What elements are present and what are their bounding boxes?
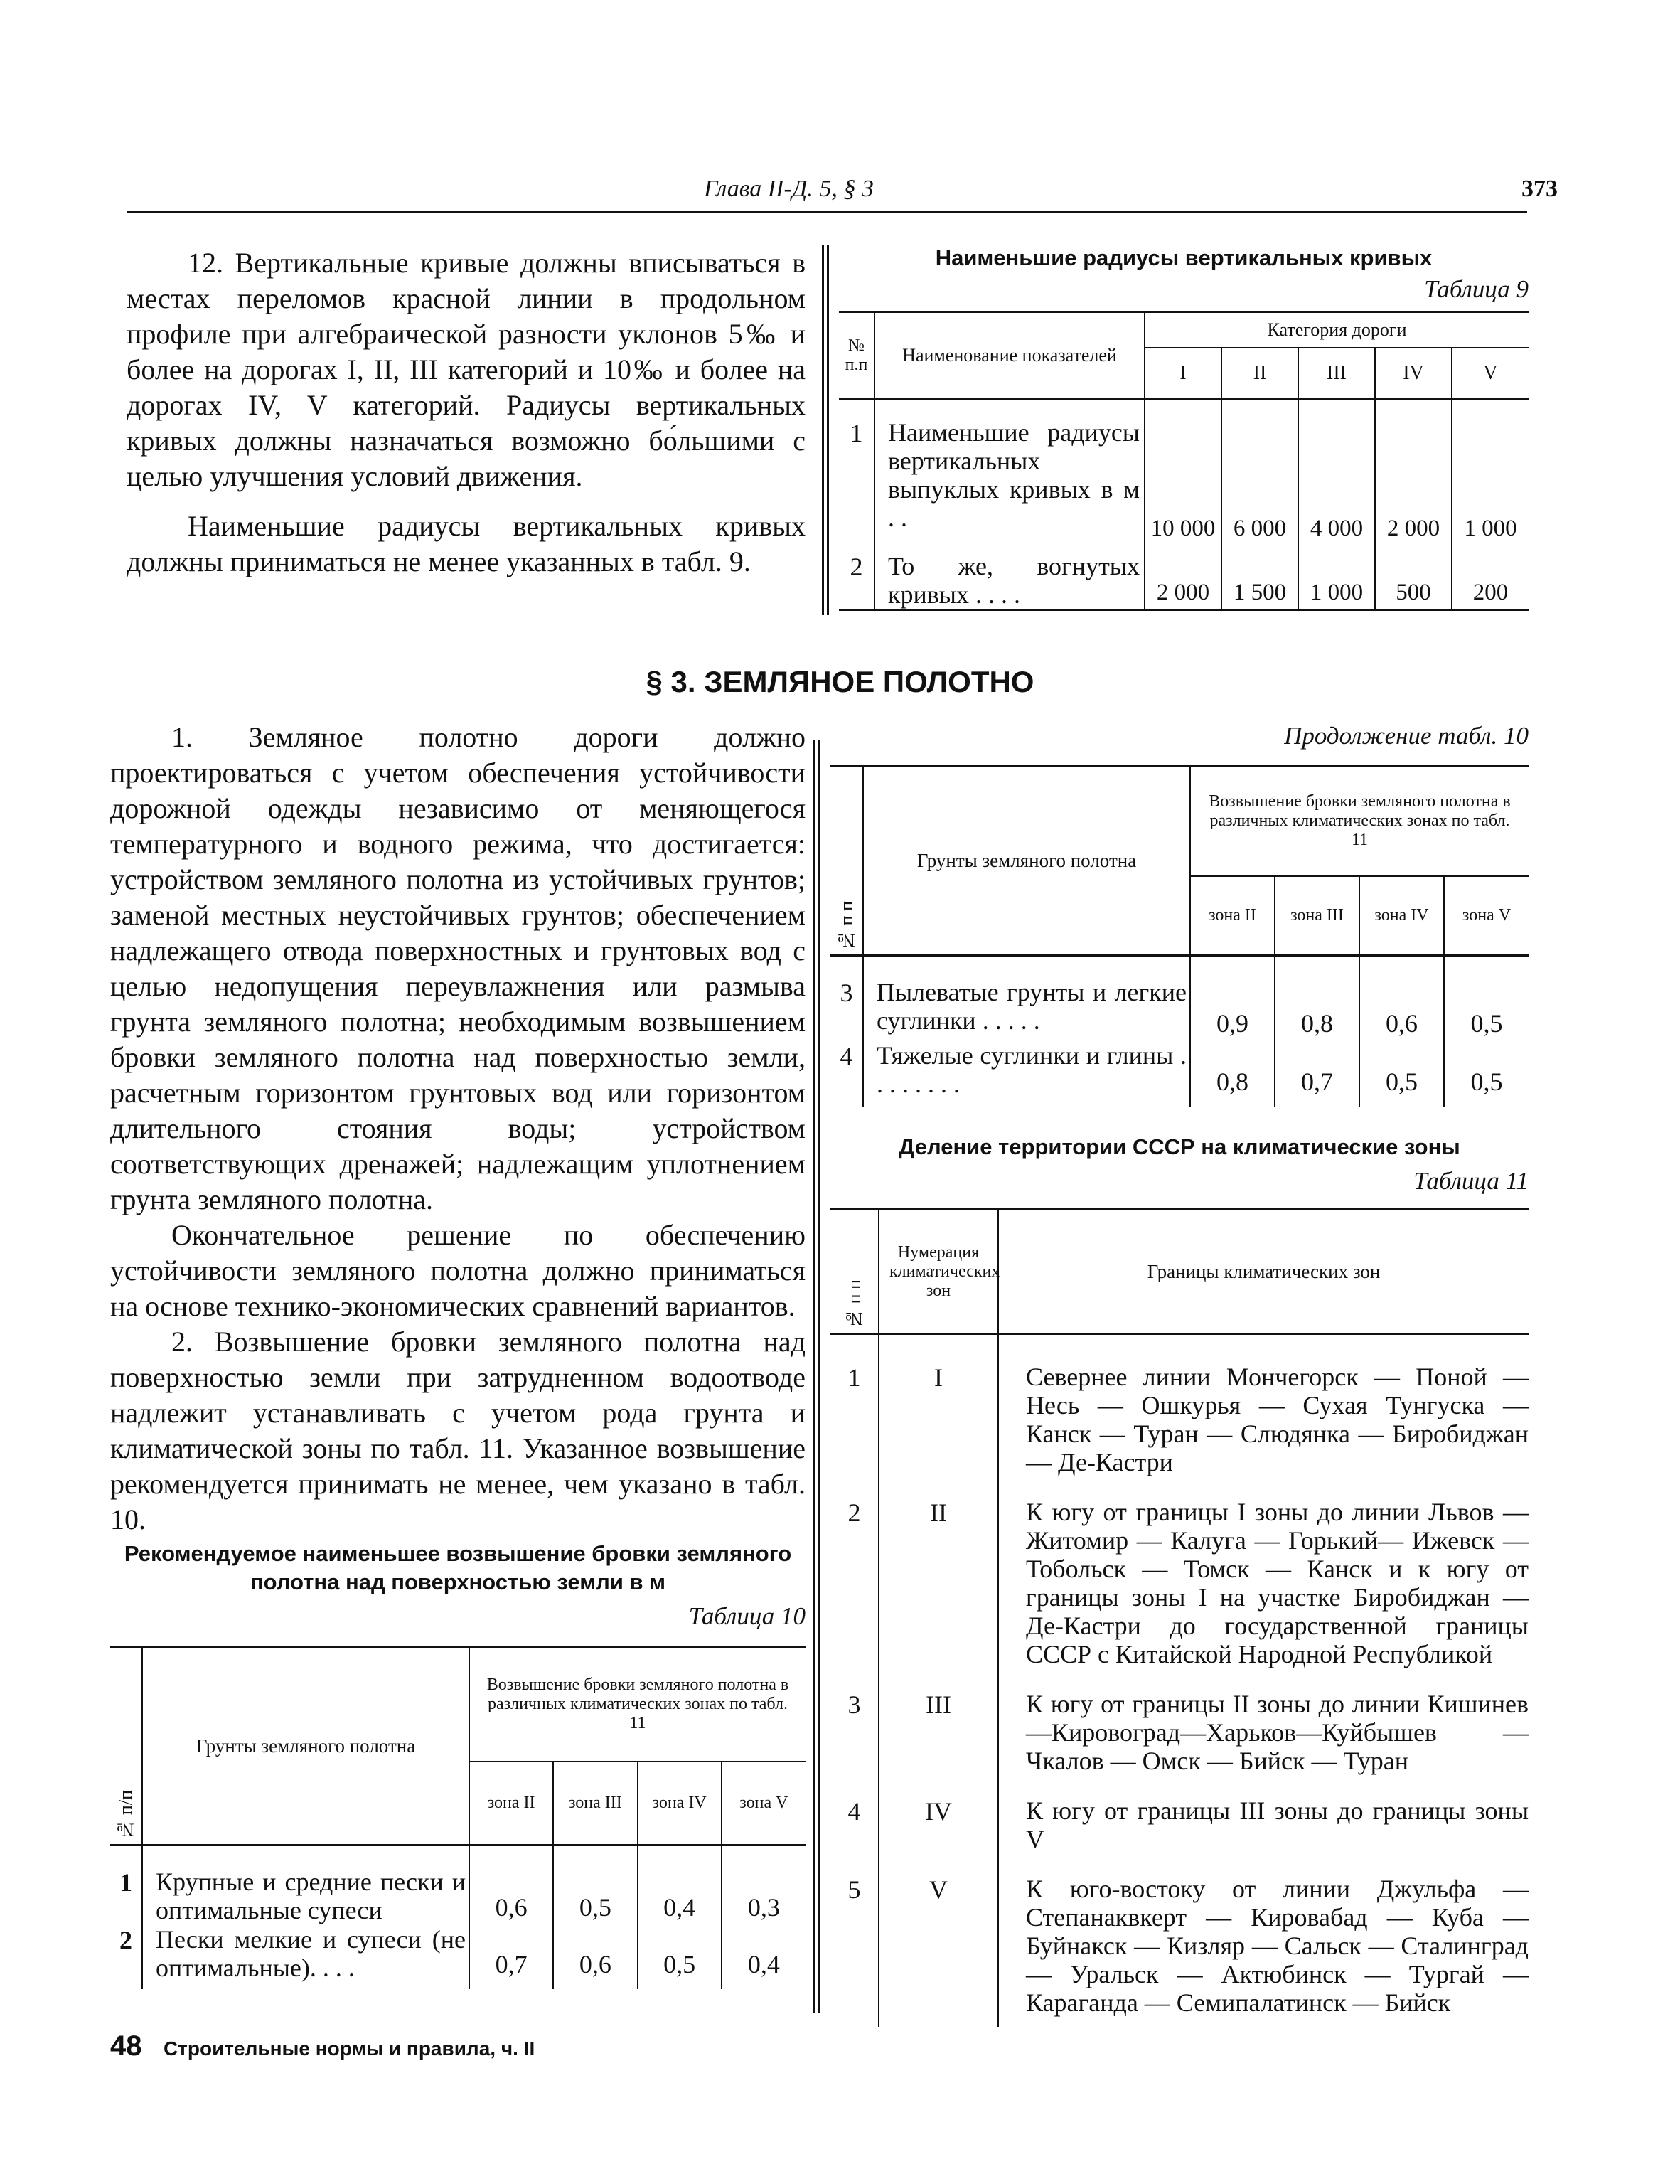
table-10-cont-row-4-v2: 0,7 [1275,1041,1359,1107]
table-row [830,1875,1529,2027]
table-10-cont-row-4-v1: 0,8 [1190,1041,1275,1107]
table-9-col-no: № п.п [839,312,874,399]
table-11-col-bounds: Границы климатических зон [998,1210,1529,1334]
table-row [830,1363,1529,1498]
table-11-row-5-no: 5 [830,1875,879,2027]
table-9-label: Таблица 9 [1424,275,1529,303]
table-11-col-no [830,1210,879,1334]
table-9-title: Наименьшие радиусы вертикальных кривых [935,245,1433,270]
table-9-row-1-name: Наименьшие радиусы вертикальных выпуклых кривых в м . . [874,399,1145,552]
table-10-row-2-v2: 0,6 [553,1925,637,1989]
table-10-col-no [110,1648,142,1845]
table-row [110,1925,806,1989]
table-10-row-2-v3: 0,5 [638,1925,722,1989]
table-11-row-4-no: 4 [830,1796,879,1875]
page-number: 373 [1521,176,1558,202]
table-11-row-4-text: К югу от границы III зоны до границы зоны V [1026,1796,1529,1853]
table-10-row-1-no: 1 [110,1845,142,1925]
table-10-cont-col-no-label: № п п [835,901,857,951]
column-separator-main [813,740,815,2013]
table-row [839,399,1529,552]
table-9-cat-2: II [1221,348,1298,399]
table-row [830,1690,1529,1796]
table-10-cont-col-group: Возвышение бровки земляного полотна в различных климатических зонах по табл. 11 [1190,766,1529,876]
table-row [830,1498,1529,1690]
table-11-row-2-no: 2 [830,1498,879,1690]
table-11-label: Таблица 11 [1413,1167,1529,1195]
table-9-cat-3: III [1298,348,1375,399]
table-10-zone-4: зона IV [638,1762,722,1845]
table-9-row-1-v4: 2 000 [1375,399,1452,552]
table-10-cont [830,765,1529,1107]
table-10-cont-zone-3: зона III [1275,876,1359,956]
paragraph-2: 2. Возвышение бровки земляного полотна над поверхностью земли при затрудненном водоотводе надлежит устанавливать с учетом рода грунта и климатической зоны по табл. 11. Указанное возвышение рекомендуется принимать не менее, чем указано в табл. 10. [110,1326,806,1535]
table-11-row-5-text: К юго-востоку от линии Джульфа — Степанаквкерт — Кировабад — Куба — Буйнакск — Кизляр — Сальск — Сталинград— Уральск — Актюбинск — Тургай — Караганда — Семипалатинск — Бийск [1026,1874,1529,2017]
table-row [839,552,1529,610]
table-11-row-3-no: 3 [830,1690,879,1796]
column-separator-top [822,245,824,615]
table-row [830,1796,1529,1875]
table-11-row-2-text: К югу от границы I зоны до линии Львов — Житомир — Калуга — Горький— Ижевск — Тобольск — Томск — Канск и к югу от границы зоны I на участке Биробиджан — Де-Кастри до государственной границы СССР с Китайской Народной Республикой [1026,1497,1529,1668]
table-10-row-1-name: Крупные и средние пески и оптимальные супеси [142,1845,469,1925]
paragraph-12b: Наименьшие радиусы вертикальных кривых должны приниматься не менее указанных в табл. 9. [127,510,806,577]
table-11-block [830,1134,1529,2027]
paragraph-12: 12. Вертикальные кривые должны вписываться в местах переломов красной линии в продольном профиле при алгебраической разности уклонов 5‰ и более на дорогах I, II, III категорий и 10‰ и более на дорогах IV, V категорий. Радиусы вертикальных кривых должны назначаться возможно бо́льшими с целью улучшения условий движения. [127,247,806,492]
table-10-row-1-v3: 0,4 [638,1845,722,1925]
table-9-col-name: Наименование показателей [874,312,1145,399]
table-10-col-name: Грунты земляного полотна [142,1648,469,1845]
table-11-row-3-zone: III [879,1690,998,1796]
table-9-row-2-v3: 1 000 [1298,552,1375,610]
paragraph-1b: Окончательное решение по обеспечению устойчивости земляного полотна должно приниматься на основе технико-экономических сравнений вариантов. [110,1219,806,1322]
footer-page-number: 48 [110,2030,142,2062]
table-10-cont-row-3-v3: 0,6 [1359,956,1444,1041]
table-row [110,1845,806,1925]
table-9-row-1-v2: 6 000 [1221,399,1298,552]
table-10 [110,1646,806,1989]
paragraph-1: 1. Земляное полотно дороги должно проектироваться с учетом обеспечения устойчивости дорожной одежды независимо от меняющегося температурного и водного режима, что достигается: устройством земляного полотна из устойчивых грунтов; заменой местных неустойчивых грунтов; обеспечением надлежащего отвода поверхностных и грунтовых вод с целью недопущения переувлажнения или размыва грунта земляного полотна; необходимым возвышением бровки земляного полотна над поверхностью земли, расчетным горизонтом грунтовых вод или горизонтом длительного стояния воды; устройством соответствующих дренажей; надлежащим уплотнением грунта земляного полотна. [110,721,806,1215]
table-10-cont-row-3-name: Пылеватые грунты и легкие суглинки . . . . . [863,956,1190,1041]
table-10-row-1-v1: 0,6 [469,1845,553,1925]
table-11-col-zone: Нумерация климатических зон [879,1210,998,1334]
table-10-cont-row-3-v4: 0,5 [1470,1008,1503,1038]
table-10-row-2-v4: 0,4 [747,1949,780,1978]
table-9-row-1-v3: 4 000 [1298,399,1375,552]
table-10-cont-block [830,722,1529,1107]
column-separator-main-2 [818,740,820,2013]
table-10-cont-row-3-no: 3 [830,956,863,1041]
table-10-cont-row-4-v4: 0,5 [1470,1067,1503,1096]
table-10-row-1-v4: 0,3 [747,1892,780,1922]
table-9-row-2-v5: 200 [1472,579,1509,605]
running-header: Глава II-Д. 5, § 3 [704,176,874,202]
table-9-cat-4: IV [1375,348,1452,399]
table-11-title: Деление территории СССР на климатические зоны [899,1134,1460,1159]
table-10-cont-zone-4: зона IV [1359,876,1444,956]
table-11-col-no-label: № п п [843,1279,865,1329]
table-10-label: Таблица 10 [688,1602,806,1630]
table-10-cont-row-4-name: Тяжелые суглинки и глины . . . . . . . . [863,1041,1190,1107]
table-10-zone-2: зона II [469,1762,553,1845]
table-10-row-2-v1: 0,7 [469,1925,553,1989]
footer-title: Строительные нормы и правила, ч. II [163,2037,535,2060]
left-main-text [110,720,806,1538]
table-10-cont-zone-2: зона II [1190,876,1275,956]
table-10-row-1-v2: 0,5 [553,1845,637,1925]
table-10-cont-row-3-v2: 0,8 [1275,956,1359,1041]
table-11-row-2-zone: II [879,1498,998,1690]
table-row [830,1041,1529,1107]
table-9-row-2-v4: 500 [1375,552,1452,610]
table-10-cont-row-4-v3: 0,5 [1359,1041,1444,1107]
header-rule [127,211,1527,213]
table-9-block [839,245,1529,611]
table-9-cat-1: I [1145,348,1221,399]
table-row [830,956,1529,1041]
table-10-block [110,1540,806,1989]
table-10-cont-row-3-v1: 0,9 [1190,956,1275,1041]
table-9 [839,311,1529,611]
table-11-row-3-text: К югу от границы II зоны до линии Кишинев—Кировоград—Харьков—Куйбышев — Чкалов — Омск — Бийск — Туран [1026,1689,1529,1775]
table-10-zone-3: зона III [553,1762,637,1845]
table-10-cont-col-name: Грунты земляного полотна [863,766,1190,956]
table-10-title: Рекомендуемое наименьшее возвышение бровки земляного полотна над поверхностью земли в м [124,1541,792,1594]
table-9-row-1-no: 1 [839,399,874,552]
table-10-cont-row-4-no: 4 [830,1041,863,1107]
table-10-col-group: Возвышение бровки земляного полотна в различных климатических зонах по табл. 11 [469,1648,806,1762]
table-10-zone-5: зона V [722,1762,806,1845]
page-footer [110,2030,535,2062]
section-title: § 3. ЗЕМЛЯНОЕ ПОЛОТНО [646,665,1034,698]
table-9-row-1-v1: 10 000 [1145,399,1221,552]
column-separator-top-2 [827,245,829,615]
left-top-text [127,245,806,580]
table-10-row-2-no: 2 [110,1925,142,1989]
table-10-cont-col-no [830,766,863,956]
table-9-row-2-name: То же, вогнутых кривых . . . . [874,552,1145,610]
table-9-col-group: Категория дороги [1145,312,1529,348]
table-9-row-2-v2: 1 500 [1221,552,1298,610]
table-10-cont-zone-5: зона V [1444,876,1529,956]
table-11-row-1-text: Севернее линии Мончегорск — Поной — Несь — Ошкурья — Сухая Тунгуска — Канск — Туран — Слюдянка — Биробиджан — Де-Кастри [1026,1362,1529,1476]
table-9-row-2-no: 2 [839,552,874,610]
table-10-row-2-name: Пески мелкие и супеси (не оптимальные). . . . [142,1925,469,1989]
table-9-cat-5: V [1452,348,1529,399]
table-9-row-1-v5: 1 000 [1464,515,1517,541]
table-11-row-5-zone: V [879,1875,998,2027]
table-10-col-no-label: № п/п [115,1790,136,1841]
table-10-cont-label: Продолжение табл. 10 [1284,722,1529,750]
table-11 [830,1208,1529,2027]
table-11-row-1-no: 1 [830,1363,879,1498]
table-11-row-1-zone: I [879,1363,998,1498]
table-11-row-4-zone: IV [879,1796,998,1875]
table-9-row-2-v1: 2 000 [1145,552,1221,610]
